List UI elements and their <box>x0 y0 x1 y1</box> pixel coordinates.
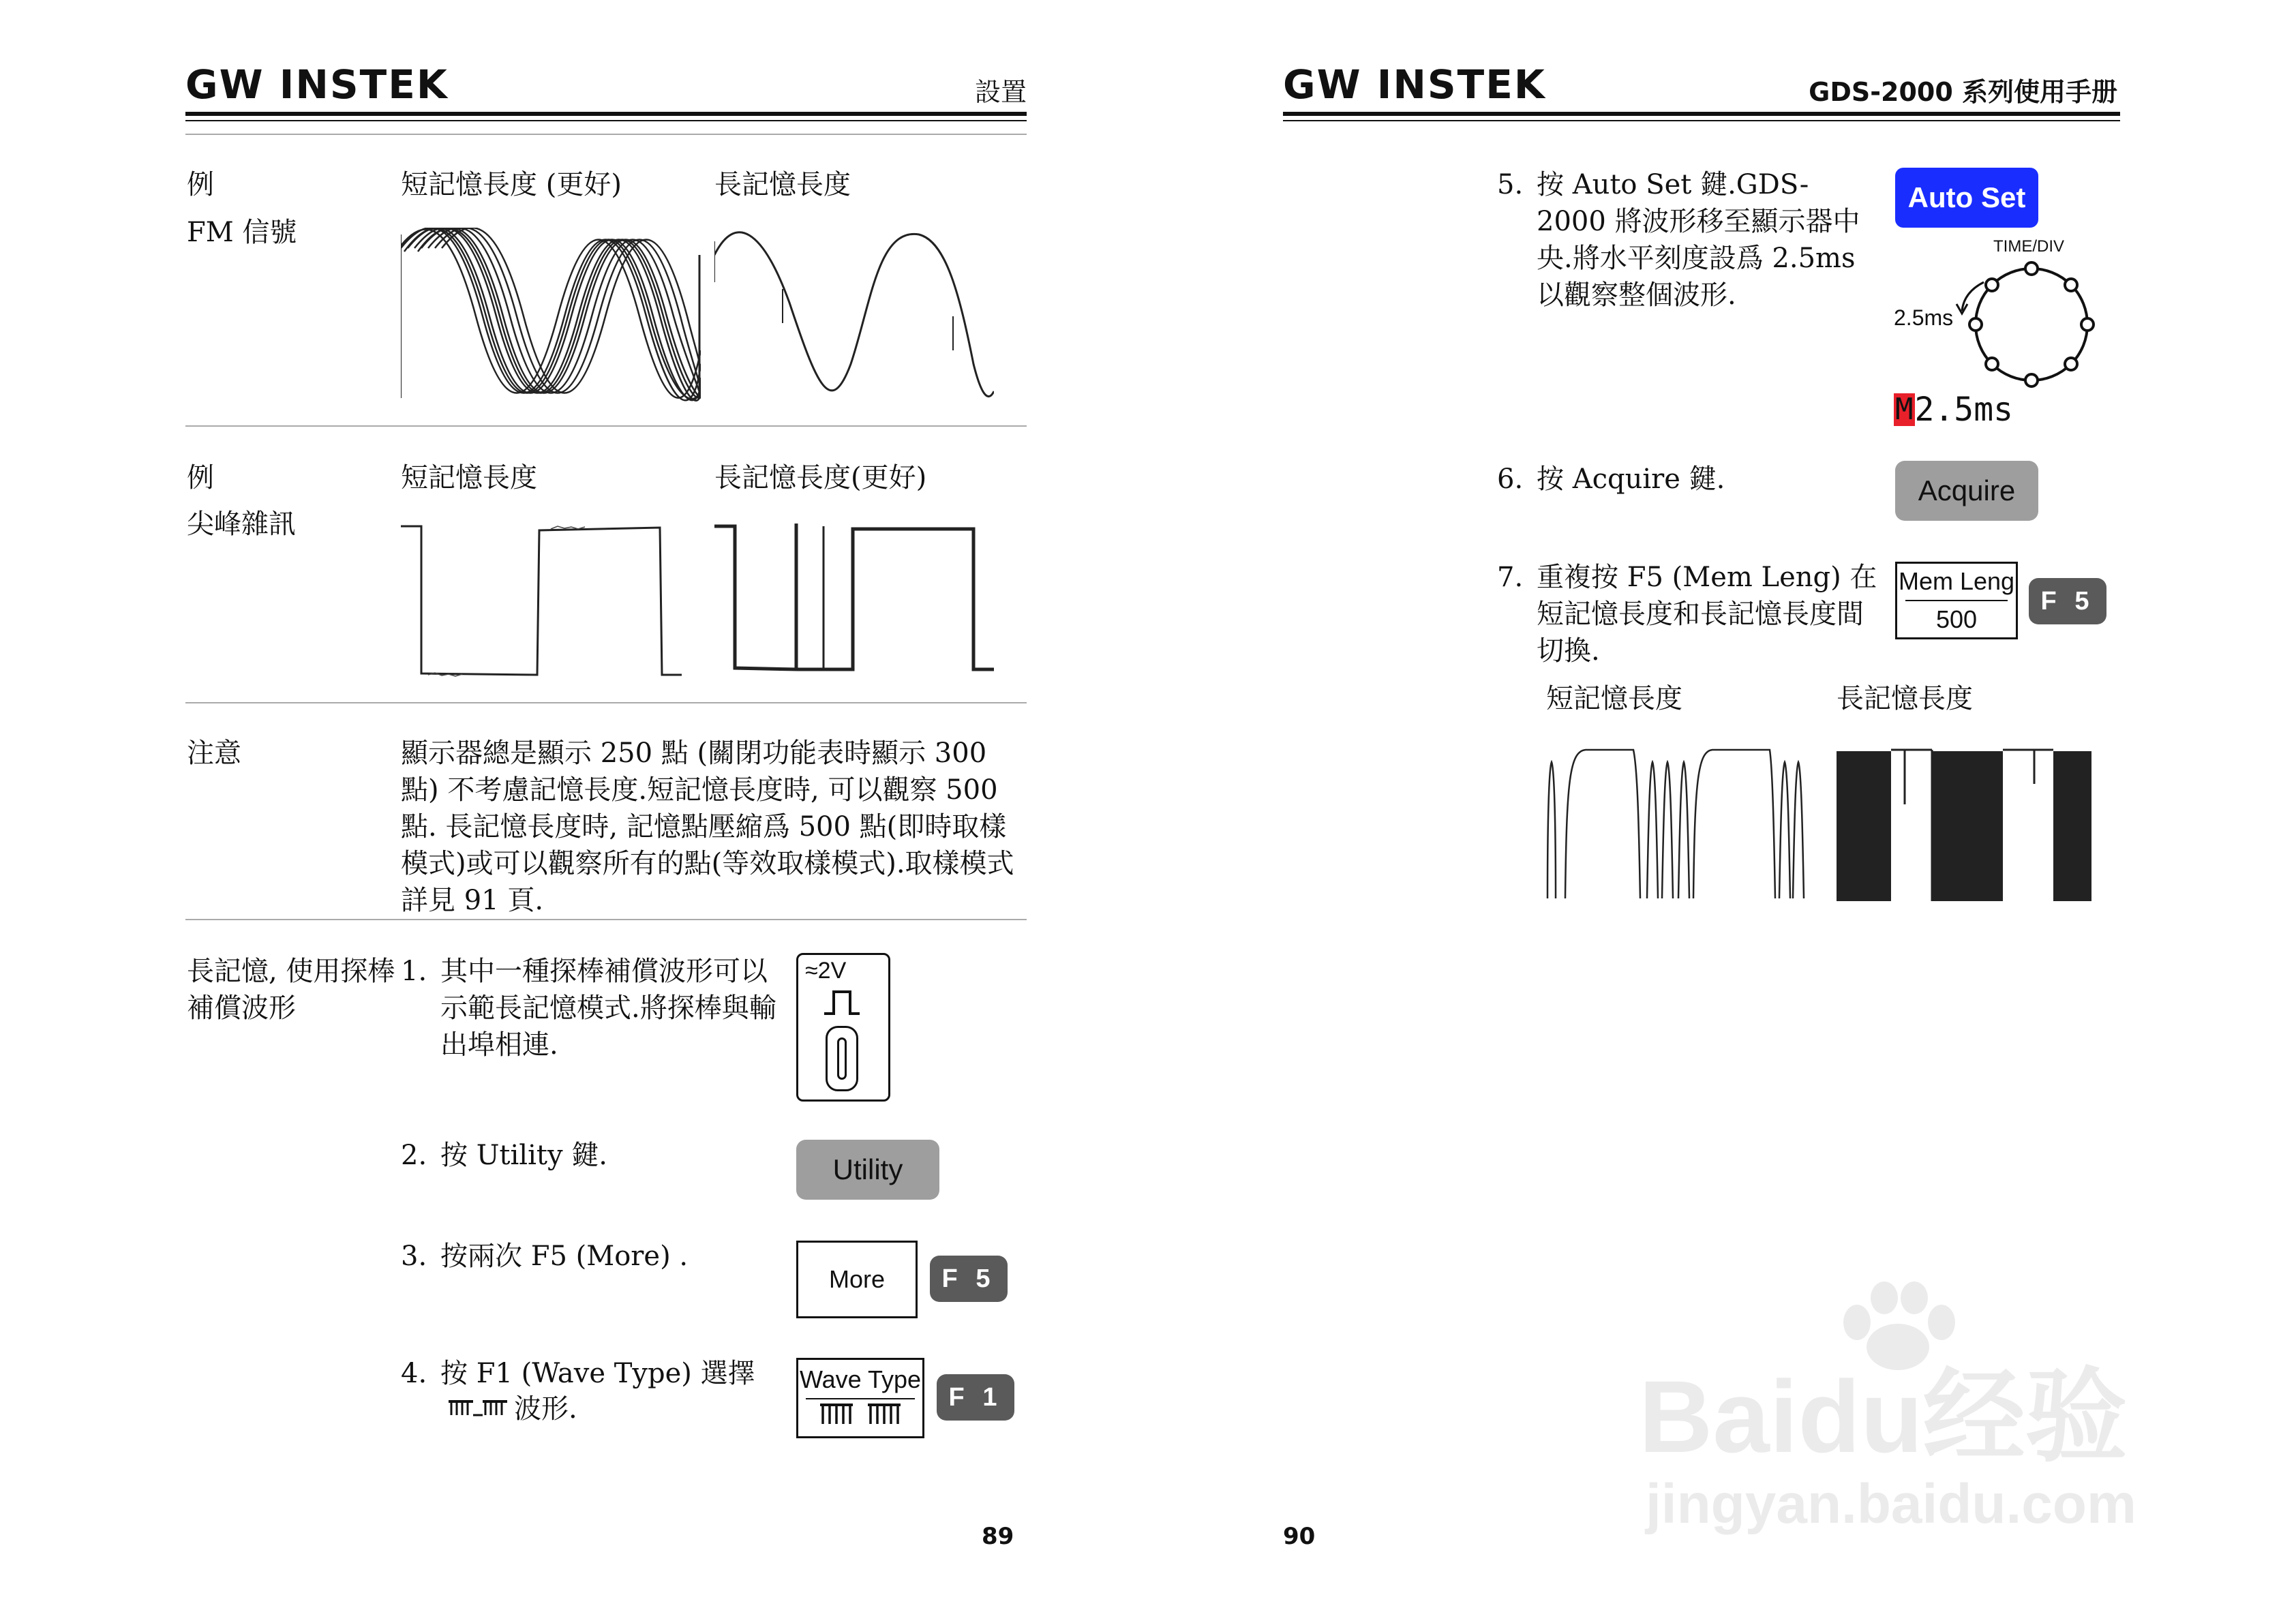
header-rule <box>1283 112 2120 116</box>
page-number-right: 90 <box>1283 1523 1316 1550</box>
divider <box>185 702 1027 703</box>
brand-logo-right: GW INSTEK <box>1283 61 1546 108</box>
example-label: 例 <box>187 169 214 200</box>
mem-leng-label: Mem Leng <box>1898 567 2015 595</box>
wave-type-softkey <box>796 1358 924 1438</box>
step-number: 3. <box>401 1241 427 1272</box>
step-number: 5. <box>1497 169 1524 200</box>
section-title: 設置 <box>974 77 1027 107</box>
fm-short-waveform <box>401 228 701 405</box>
step-text: 按 Utility 鍵. <box>440 1140 607 1171</box>
time-div-knob[interactable] <box>1936 259 2100 389</box>
manual-title: GDS-2000 系列使用手册 <box>1809 77 2117 107</box>
long-memory-column-label: 長記憶長度(更好) <box>714 462 927 494</box>
burst-long-waveform <box>1837 743 2091 901</box>
long-memory-column-label: 長記憶長度 <box>1837 683 1973 714</box>
brand-logo-left: GW INSTEK <box>185 61 449 108</box>
timebase-value: 2.5ms <box>1914 391 2013 429</box>
long-memory-column-label: 長記憶長度 <box>714 169 851 200</box>
more-softkey-label: More <box>796 1241 918 1318</box>
fm-long-waveform <box>714 228 994 405</box>
spike-long-waveform <box>714 524 994 684</box>
example-signal-label: FM 信號 <box>187 217 297 248</box>
short-memory-column-label: 短記憶長度 (更好) <box>401 169 622 200</box>
divider <box>185 425 1027 427</box>
paw-icon <box>1830 1281 1966 1370</box>
divider <box>185 919 1027 920</box>
step-text: 按 Auto Set 鍵.GDS-2000 將波形移至顯示器中央.將水平刻度設爲 2.5ms 以觀察整個波形. <box>1537 169 1860 311</box>
utility-button[interactable]: Utility <box>796 1140 939 1200</box>
procedure-label: 長記憶, 使用探棒補償波形 <box>187 956 395 1024</box>
sine-wave-icon: ≈ <box>805 958 818 984</box>
step-number: 1. <box>401 956 427 987</box>
timebase-readout <box>1894 393 2013 427</box>
mem-leng-softkey <box>1895 562 2018 639</box>
burst-wave-icon <box>447 1400 509 1416</box>
step-text: 重複按 F5 (Mem Leng) 在短記憶長度和長記憶長度間切換. <box>1537 562 1877 667</box>
step-number: 7. <box>1497 562 1524 593</box>
step-text: 其中一種探棒補償波形可以示範長記憶模式.將探棒與輸出埠相連. <box>440 956 776 1061</box>
probe-terminal-icon <box>826 1026 858 1091</box>
watermark-url: jingyan.baidu.com <box>1646 1473 2136 1535</box>
probe-comp-terminal <box>796 953 890 1102</box>
step-text: 按 Acquire 鍵. <box>1537 464 1725 495</box>
page-number-left: 89 <box>982 1523 1014 1550</box>
step-number: 4. <box>401 1358 427 1389</box>
step-text: 按 F1 (Wave Type) 選擇 <box>440 1358 755 1389</box>
header-rule-thin <box>185 120 1027 121</box>
example-label: 例 <box>187 462 214 494</box>
auto-set-button[interactable]: Auto Set <box>1895 168 2038 228</box>
f5-key[interactable]: F 5 <box>930 1256 1008 1302</box>
burst-wave-icon <box>816 1402 905 1427</box>
short-memory-column-label: 短記憶長度 <box>401 462 537 494</box>
time-div-label: TIME/DIV <box>1993 237 2065 256</box>
probe-output-label: ≈2V <box>805 958 847 984</box>
step-number: 2. <box>401 1140 427 1171</box>
step-number: 6. <box>1497 464 1524 495</box>
acquire-button[interactable]: Acquire <box>1895 461 2038 521</box>
divider <box>185 134 1027 135</box>
step-text: 波形. <box>514 1393 577 1425</box>
knob-value-label: 2.5ms <box>1894 305 1954 330</box>
burst-short-waveform <box>1545 742 1811 902</box>
f1-key[interactable]: F 1 <box>937 1374 1014 1421</box>
header-rule <box>185 112 1027 116</box>
watermark-brand: Baidu经验 <box>1639 1359 2128 1474</box>
note-text: 顯示器總是顯示 250 點 (關閉功能表時顯示 300 點) 不考慮記憶長度.短記憶長度時, 可以觀察 500 點. 長記憶長度時, 記憶點壓縮爲 500 點(即時取樣模式)或可以觀察所有的點(等效取樣模式).取樣模式詳見 91 頁. <box>401 738 1014 916</box>
short-memory-column-label: 短記憶長度 <box>1546 683 1682 714</box>
example-signal-label: 尖峰雜訊 <box>187 509 296 540</box>
wave-type-label: Wave Type <box>799 1365 922 1393</box>
watermark <box>1632 1281 2164 1541</box>
timebase-marker: M <box>1895 392 1914 427</box>
spike-short-waveform <box>401 524 687 684</box>
step-text: 按兩次 F5 (More) . <box>440 1241 689 1272</box>
square-pulse-icon <box>823 989 861 1016</box>
mem-leng-value: 500 <box>1935 605 1978 633</box>
header-rule-thin <box>1283 120 2120 121</box>
note-label: 注意 <box>187 738 241 769</box>
f5-key[interactable]: F 5 <box>2029 578 2106 624</box>
